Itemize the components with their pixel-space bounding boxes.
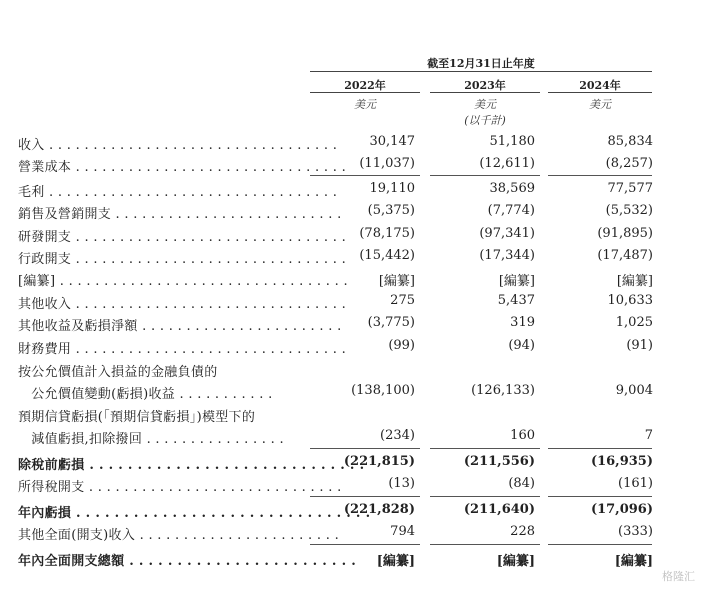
value-2024: 10,633 [607,293,653,308]
value-2022: (15,442) [359,248,415,263]
value-2023: 228 [510,524,535,539]
value-2024: 1,025 [615,315,653,330]
subtotal-rule-2023 [430,544,540,545]
row-label: 營業成本 . . . . . . . . . . . . . . . . . . . . . . . . . . . . . . . [18,160,347,175]
value-2022: (11,037) [359,156,415,171]
value-2024: (17,096) [590,502,653,517]
table-row [0,270,705,292]
subtotal-rule-2024 [548,544,652,545]
value-2023: (17,344) [479,248,535,263]
year-rule-2023 [430,92,540,93]
table-row [0,293,705,315]
row-label: 行政開支 . . . . . . . . . . . . . . . . . . . . . . . . . . . . . . . [18,252,347,267]
row-label: 其他全面(開支)收入 . . . . . . . . . . . . . . . . . . . . . . . [18,528,340,543]
value-2023: (211,640) [463,502,535,517]
row-label: 減值虧損,扣除撥回 . . . . . . . . . . . . . . . . [18,432,284,447]
subtotal-rule-2023 [430,496,540,497]
value-2023: (97,341) [479,226,535,241]
year-rule-2024 [548,92,652,93]
value-2024: (91,895) [597,226,653,241]
row-label: 銷售及營銷開支 . . . . . . . . . . . . . . . . . . . . . . . . . . [18,207,342,222]
period-title: 截至12月31日止年度 [427,57,535,70]
value-2022: [編纂] [378,274,415,289]
table-row [0,502,705,524]
value-2022: (78,175) [359,226,415,241]
value-2023: 51,180 [489,134,535,149]
value-2022: 19,110 [369,181,415,196]
subtotal-rule-2024 [548,496,652,497]
year-rule-2022 [310,92,420,93]
subtotal-rule-2023 [430,175,540,176]
subtotal-rule-2022 [310,496,420,497]
subtotal-rule-2024 [548,448,652,449]
value-2024: [編纂] [614,554,653,569]
value-2023: (12,611) [479,156,535,171]
currency-2022: 美元 [354,98,376,111]
value-2024: (16,935) [590,454,653,469]
value-2024: [編纂] [616,274,653,289]
subtotal-rule-2024 [548,175,652,176]
value-2022: (3,775) [367,315,415,330]
table-row [0,428,705,450]
table-row [0,315,705,337]
subtotal-rule-2022 [310,448,420,449]
value-2024: (5,532) [605,203,653,218]
row-label: 所得稅開支 . . . . . . . . . . . . . . . . . . . . . . . . . . . . . [18,480,342,495]
row-label: 年內全面開支總額 . . . . . . . . . . . . . . . . . . . . . . . . [18,554,357,569]
row-label: 按公允價值計入損益的金融負債的 [18,365,218,380]
table-row [0,248,705,270]
value-2022: 275 [390,293,415,308]
value-2024: 85,834 [607,134,653,149]
table-row [0,203,705,225]
table-row [0,524,705,546]
table-row [0,338,705,360]
value-2023: 38,569 [489,181,535,196]
watermark: 格隆汇 [662,570,695,583]
row-label: 除稅前虧損 . . . . . . . . . . . . . . . . . . . . . . . . . . . . . [18,458,365,473]
value-2023: (84) [508,476,535,491]
period-rule [310,71,652,72]
value-2024: (333) [618,524,653,539]
year-2024: 2024年 [579,79,621,92]
table-row [0,181,705,203]
value-2022: (99) [388,338,415,353]
value-2022: (5,375) [367,203,415,218]
value-2023: (94) [508,338,535,353]
table-row [0,226,705,248]
value-2023: (211,556) [463,454,535,469]
table-row [0,134,705,156]
value-2024: (17,487) [597,248,653,263]
row-label: [編纂] . . . . . . . . . . . . . . . . . . . . . . . . . . . . . . . . . [18,274,348,289]
row-label: 其他收益及虧損淨額 . . . . . . . . . . . . . . . . . . . . . . . [18,319,342,334]
row-label: 毛利 . . . . . . . . . . . . . . . . . . . . . . . . . . . . . . . . . [18,185,338,200]
value-2023: [編纂] [496,554,535,569]
value-2024: (8,257) [605,156,653,171]
table-row [0,550,705,572]
value-2024: 77,577 [607,181,653,196]
value-2023: 5,437 [497,293,535,308]
value-2024: (91) [626,338,653,353]
value-2022: (13) [388,476,415,491]
year-2023: 2023年 [464,79,506,92]
currency-2023: 美元 [474,98,496,111]
row-label: 年內虧損 . . . . . . . . . . . . . . . . . . . . . . . . . . . . . . . [18,506,371,521]
unit-note: (以千計) [464,114,506,127]
value-2022: (221,828) [343,502,415,517]
value-2023: 319 [510,315,535,330]
value-2024: 7 [644,428,653,443]
value-2023: 160 [510,428,535,443]
row-label: 收入 . . . . . . . . . . . . . . . . . . . . . . . . . . . . . . . . . [18,138,338,153]
row-label: 財務費用 . . . . . . . . . . . . . . . . . . . . . . . . . . . . . . . [18,342,347,357]
subtotal-rule-2023 [430,448,540,449]
row-label: 公允價值變動(虧損)收益 . . . . . . . . . . . [18,387,273,402]
table-row [0,361,705,383]
value-2022: [編纂] [376,554,415,569]
currency-2024: 美元 [589,98,611,111]
value-2024: 9,004 [615,383,653,398]
value-2023: [編纂] [498,274,535,289]
value-2022: 794 [390,524,415,539]
subtotal-rule-2022 [310,544,420,545]
value-2022: (234) [380,428,415,443]
value-2023: (7,774) [487,203,535,218]
value-2024: (161) [618,476,653,491]
value-2022: (138,100) [351,383,415,398]
subtotal-rule-2022 [310,175,420,176]
row-label: 研發開支 . . . . . . . . . . . . . . . . . . . . . . . . . . . . . . . [18,230,347,245]
row-label: 其他收入 . . . . . . . . . . . . . . . . . . . . . . . . . . . . . . . [18,297,347,312]
table-row [0,406,705,428]
value-2022: 30,147 [369,134,415,149]
value-2023: (126,133) [471,383,535,398]
table-row [0,476,705,498]
table-row [0,383,705,405]
row-label: 預期信貸虧損(「預期信貸虧損」)模型下的 [18,410,256,425]
value-2022: (221,815) [343,454,415,469]
year-2022: 2022年 [344,79,386,92]
table-row [0,454,705,476]
